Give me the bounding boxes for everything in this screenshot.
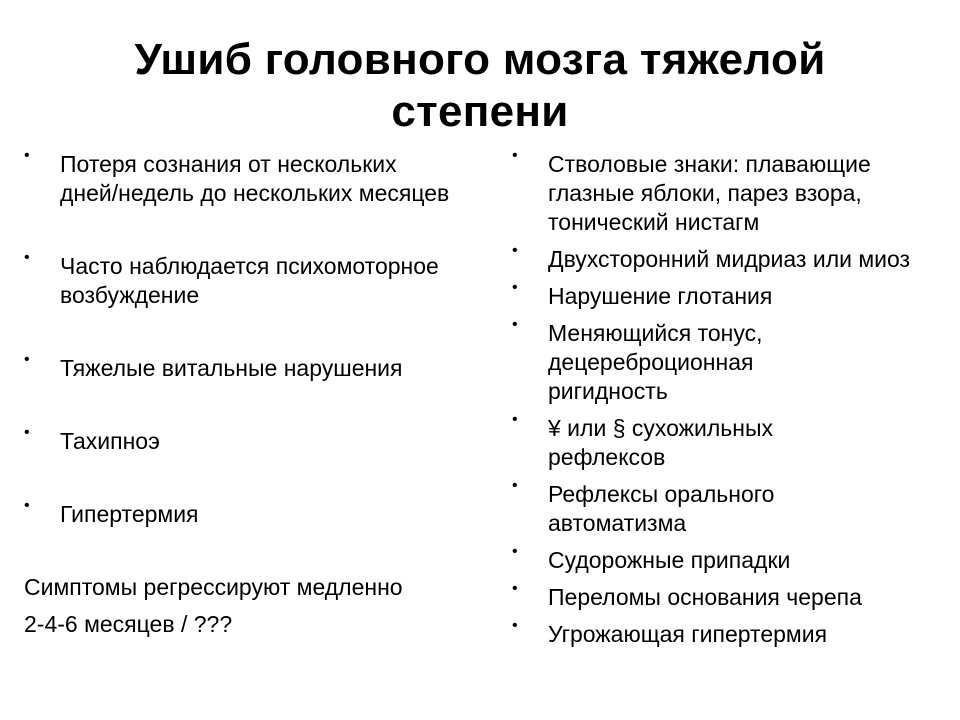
list-item-text: Угрожающая гипертермия bbox=[548, 621, 828, 647]
regression-note bbox=[24, 573, 480, 639]
list-item bbox=[24, 147, 480, 208]
list-item-text: Часто наблюдается психомоторное возбуждение bbox=[60, 253, 439, 308]
list-item-text: Гипертермия bbox=[60, 501, 199, 527]
bullet-icon: • bbox=[24, 249, 30, 266]
bullet-icon: • bbox=[512, 147, 518, 164]
list-item bbox=[512, 411, 952, 472]
bullet-icon: • bbox=[24, 497, 30, 514]
bullet-icon: • bbox=[512, 242, 518, 259]
title-line-2: степени bbox=[391, 87, 569, 136]
list-item-text: Двухсторонний мидриаз или миоз bbox=[548, 246, 911, 272]
list-item-text: ¥ или § сухожильных рефлексов bbox=[548, 415, 774, 470]
list-item-text: Переломы основания черепа bbox=[548, 584, 862, 610]
list-item-text: Судорожные припадки bbox=[548, 547, 791, 573]
list-item bbox=[512, 580, 952, 612]
bullet-icon: • bbox=[512, 477, 518, 494]
title-line-1: Ушиб головного мозга тяжелой bbox=[134, 35, 826, 84]
list-item bbox=[24, 351, 480, 383]
slide-title bbox=[0, 34, 960, 138]
bullet-icon: • bbox=[512, 543, 518, 560]
bullet-icon: • bbox=[512, 580, 518, 597]
bullet-icon: • bbox=[24, 424, 30, 441]
list-item bbox=[512, 242, 952, 274]
list-item-text: Тахипноэ bbox=[60, 428, 160, 454]
bullet-icon: • bbox=[512, 617, 518, 634]
bullet-icon: • bbox=[24, 351, 30, 368]
list-item-text: Рефлексы орального автоматизма bbox=[548, 481, 775, 536]
regression-note-line-1: Симптомы регрессируют медленно bbox=[24, 574, 403, 600]
list-item bbox=[512, 543, 952, 575]
list-item bbox=[24, 424, 480, 456]
right-column bbox=[512, 147, 952, 649]
list-item-text: Меняющийся тонус, децереброционная ригидность bbox=[548, 320, 763, 404]
regression-note-line-2: 2-4-6 месяцев / ??? bbox=[24, 611, 233, 637]
list-item-text: Нарушение глотания bbox=[548, 283, 773, 309]
bullet-icon: • bbox=[512, 316, 518, 333]
list-item bbox=[512, 477, 952, 538]
list-item bbox=[24, 497, 480, 529]
bullet-icon: • bbox=[512, 279, 518, 296]
list-item bbox=[24, 249, 480, 310]
list-item-text: Потеря сознания от нескольких дней/недель до нескольких месяцев bbox=[60, 151, 450, 206]
list-item bbox=[512, 147, 952, 237]
list-item bbox=[512, 617, 952, 649]
list-item bbox=[512, 316, 952, 406]
list-item-text: Стволовые знаки: плавающие глазные яблоки, парез взора, тонический нистагм bbox=[548, 151, 871, 235]
left-column bbox=[24, 147, 480, 639]
list-item-text: Тяжелые витальные нарушения bbox=[60, 355, 403, 381]
bullet-icon: • bbox=[512, 411, 518, 428]
bullet-icon: • bbox=[24, 147, 30, 164]
list-item bbox=[512, 279, 952, 311]
